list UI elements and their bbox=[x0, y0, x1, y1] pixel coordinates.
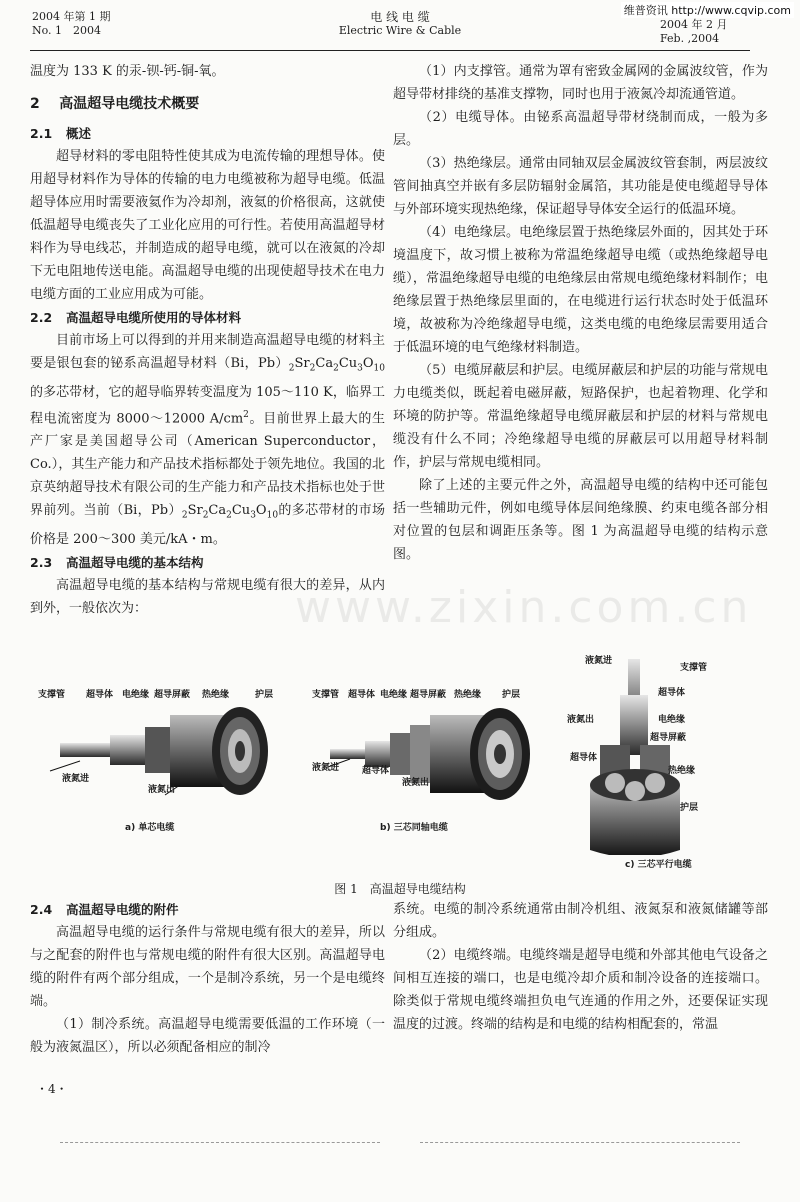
label-ln2-in: 液氮进 bbox=[585, 656, 613, 666]
label-superconductor: 超导体 bbox=[86, 690, 114, 700]
journal-issue bbox=[32, 10, 110, 38]
lower-left-column bbox=[30, 898, 385, 1059]
label-sc-shield: 超导屏蔽 bbox=[410, 690, 447, 700]
single-core-cable-illustration bbox=[40, 685, 290, 825]
subscript: 2 bbox=[181, 510, 188, 521]
text-run: Sr bbox=[294, 356, 310, 371]
figure-caption: 图 1 高温超导电缆结构 bbox=[334, 882, 466, 896]
section-number: 2.2 bbox=[30, 310, 53, 325]
superscript: 2 bbox=[243, 409, 249, 420]
label-superconductor: 超导体 bbox=[658, 688, 686, 698]
paragraph-continued: 温度为 133 K 的汞-钡-钙-铜-氧。 bbox=[30, 64, 225, 79]
caption-b: b) 三芯同轴电缆 bbox=[380, 823, 448, 833]
label-thermal-insulation: 热绝缘 bbox=[454, 690, 482, 700]
footer-line-left bbox=[60, 1142, 380, 1144]
refrigeration-continued: 系统。电缆的制冷系统通常由制冷机组、液氮泵和液氮储罐等部分组成。 bbox=[393, 902, 768, 940]
text-run: O bbox=[255, 502, 267, 518]
section-number: 2.1 bbox=[30, 126, 53, 141]
section-number: 2.3 bbox=[30, 554, 53, 570]
text-run: 。目前世界上最大的生产厂家是美国超导公司（American Superconductor，Co.），其生产能力和产品技术指标都处于领先地位。我国的北京英纳超导技术有限公司的生产能力和产品技术指标也处于世界前列。当前（Bi，Pb） bbox=[30, 410, 385, 518]
label-sc-shield: 超导屏蔽 bbox=[650, 733, 687, 743]
caption-a: a) 单芯电缆 bbox=[125, 823, 175, 833]
label-ln2-out: 液氮出 bbox=[567, 715, 595, 725]
refrigeration-paragraph: （1）制冷系统。高温超导电缆需要低温的工作环境（一般为液氮温区），所以必须配备相应的制冷 bbox=[30, 1017, 385, 1055]
text-run: 的多芯带材的市场价格是 200～300 美元/kA・m。 bbox=[30, 502, 385, 547]
section-number: 2 bbox=[30, 96, 40, 112]
section-2-2-heading bbox=[30, 306, 385, 329]
footer-line-right bbox=[420, 1142, 740, 1144]
label-superconductor: 超导体 bbox=[348, 690, 376, 700]
label-ln2-out: 液氮出 bbox=[402, 778, 430, 788]
terminal-paragraph: （2）电缆终端。电缆终端是超导电缆和外部其他电气设备之间相互连接的端口，也是电缆冷却介质和制冷设备的连接端口。除类似于常规电缆终端担负电气连通的作用之外，还要保证实现温度的过渡。终端的结构是和电缆的结构相配套的，常温 bbox=[393, 948, 768, 1032]
section-2-2-paragraph bbox=[30, 329, 385, 551]
subscript: 10 bbox=[266, 510, 279, 521]
lower-right-column bbox=[393, 898, 768, 1036]
label-superconductor-lower: 超导体 bbox=[362, 766, 390, 776]
section-2-3-heading bbox=[30, 551, 385, 574]
section-title: 概述 bbox=[66, 126, 92, 141]
left-column bbox=[30, 60, 385, 620]
journal-title bbox=[300, 10, 500, 38]
text-run: Ca bbox=[315, 356, 334, 371]
label-thermal-insulation: 热绝缘 bbox=[202, 690, 230, 700]
label-electrical-insulation: 电绝缘 bbox=[380, 690, 408, 700]
section-2-1-heading bbox=[30, 122, 385, 145]
label-thermal-insulation: 热绝缘 bbox=[668, 766, 696, 776]
subscript: 2 bbox=[226, 510, 232, 521]
subscript: 2 bbox=[202, 510, 209, 521]
right-column bbox=[393, 60, 768, 566]
subscript: 2 bbox=[288, 363, 295, 374]
label-ln2-in: 液氮进 bbox=[62, 774, 90, 784]
section-title: 高温超导电缆所使用的导体材料 bbox=[66, 310, 242, 325]
label-ln2-out: 液氮出 bbox=[148, 785, 176, 795]
label-sc-shield: 超导屏蔽 bbox=[154, 690, 191, 700]
section-title: 高温超导电缆的附件 bbox=[66, 902, 179, 917]
section-title: 高温超导电缆技术概要 bbox=[59, 96, 200, 112]
text-run: Cu bbox=[231, 502, 251, 518]
label-sheath: 护层 bbox=[502, 690, 521, 700]
label-sheath: 护层 bbox=[680, 803, 699, 813]
three-core-coaxial-illustration bbox=[310, 685, 560, 825]
watermark-url: 维普资讯 http://www.cqvip.com bbox=[621, 2, 794, 18]
label-electrical-insulation: 电绝缘 bbox=[658, 715, 686, 725]
label-support-tube: 支撑管 bbox=[312, 690, 340, 700]
date-en: Feb. ,2004 bbox=[660, 32, 720, 45]
list-item-3: （3）热绝缘层。通常由同轴双层金属波纹管套制，两层波纹管间抽真空并嵌有多层防辐射金属箔，其功能是使电缆超导导体与外部环境实现热绝缘，保证超导导体安全运行的低温环境。 bbox=[393, 156, 768, 217]
closing-paragraph: 除了上述的主要元件之外，高温超导电缆的结构中还可能包括一些辅助元件，例如电缆导体层间绝缘膜、约束电缆各部分相对位置的包层和调距压条等。图 1 为高温超导电缆的结构示意图。 bbox=[393, 478, 768, 562]
header-rule bbox=[30, 50, 750, 51]
subscript: 3 bbox=[250, 510, 256, 521]
issue-en: No. 1 2004 bbox=[32, 24, 102, 37]
journal-title-cn: 电 线 电 缆 bbox=[370, 10, 430, 24]
journal-title-en: Electric Wire & Cable bbox=[338, 24, 462, 37]
page-number: ・4・ bbox=[36, 1082, 68, 1096]
label-sheath: 护层 bbox=[255, 690, 274, 700]
list-item-2: （2）电缆导体。由铋系高温超导带材绕制而成，一般为多层。 bbox=[393, 110, 768, 148]
section-title: 高温超导电缆的基本结构 bbox=[66, 554, 204, 570]
three-core-parallel-illustration bbox=[570, 645, 770, 855]
text-run: 的多芯带材，它的超导临界转变温度为 105～110 K，临界工程电流密度为 8000～12000 A/cm bbox=[30, 384, 385, 426]
section-2-1-paragraph: 超导材料的零电阻特性使其成为电流传输的理想导体。使用超导材料作为导体的传输的电力电缆被称为超导电缆。低温超导体应用时需要液氦作为冷却剂，液氦的价格很高，这就使低温超导电缆丧失了工业化应用的可行性。若使用高温超导材料作为导电线芯，并制造成的超导电缆，就可以在液氮的冷却下无电阻地传送电能。高温超导电缆的出现使超导技术在电力电缆方面的工业应用成为可能。 bbox=[30, 149, 385, 302]
list-item-5: （5）电缆屏蔽层和护层。电缆屏蔽层和护层的功能与常规电力电缆类似，既起着电磁屏蔽，短路保护，也起着物理、化学和环境的防护等。常温绝缘超导电缆屏蔽层和护层的材料与常规电缆没有什么不同；冷绝缘超导电缆的屏蔽层可以用超导材料制作，护层与常规电缆相同。 bbox=[393, 363, 768, 470]
list-item-4: （4）电绝缘层。电绝缘层置于热绝缘层外面的，因其处于环境温度下，故习惯上被称为常温绝缘超导电缆（或热绝缘超导电缆），常温绝缘超导电缆的电绝缘层由常规电缆绝缘材料制作；电绝缘层置于热绝缘层里面的，在电缆进行运行状态时处于低温环境，故被称为冷绝缘超导电缆，这类电缆的电绝缘层需要用适合于低温环境的电气绝缘材料制造。 bbox=[393, 225, 768, 355]
figure-1 bbox=[30, 645, 770, 895]
label-support-tube: 支撑管 bbox=[680, 663, 708, 673]
section-2-4-heading bbox=[30, 898, 385, 921]
label-ln2-in: 液氮进 bbox=[312, 763, 340, 773]
section-2-3-paragraph: 高温超导电缆的基本结构与常规电缆有很大的差异，从内到外，一般依次为： bbox=[30, 577, 385, 616]
subscript: 3 bbox=[357, 363, 363, 374]
subscript: 10 bbox=[373, 363, 385, 374]
text-run: 目前市场上可以得到的并用来制造高温超导电缆的材料主要是银包套的铋系高温超导材料（Bi，Pb） bbox=[30, 333, 385, 371]
issue-cn: 2004 年第 1 期 bbox=[32, 10, 111, 23]
subscript: 2 bbox=[309, 363, 316, 374]
label-support-tube: 支撑管 bbox=[38, 690, 66, 700]
text-run: Cu bbox=[338, 356, 358, 371]
caption-c: c) 三芯平行电缆 bbox=[625, 860, 692, 870]
date-cn: 2004 年 2 月 bbox=[660, 18, 728, 31]
label-electrical-insulation: 电绝缘 bbox=[122, 690, 150, 700]
list-item-1: （1）内支撑管。通常为罩有密致金属网的金属波纹管，作为超导带材排绕的基准支撑物，同时也用于液氮冷却流通管道。 bbox=[393, 64, 768, 102]
section-2-heading bbox=[30, 93, 385, 116]
label-superconductor-lower: 超导体 bbox=[570, 753, 598, 763]
subscript: 2 bbox=[333, 363, 339, 374]
text-run: Sr bbox=[187, 502, 203, 518]
background-watermark: www.zixin.com.cn bbox=[295, 582, 753, 633]
journal-date bbox=[660, 18, 770, 46]
text-run: O bbox=[362, 356, 374, 371]
text-run: Ca bbox=[208, 502, 227, 518]
section-number: 2.4 bbox=[30, 902, 53, 917]
section-2-4-paragraph: 高温超导电缆的运行条件与常规电缆有很大的差异，所以与之配套的附件也与常规电缆的附件有很大区别。高温超导电缆的附件有两个部分组成，一个是制冷系统，另一个是电缆终端。 bbox=[30, 925, 385, 1009]
